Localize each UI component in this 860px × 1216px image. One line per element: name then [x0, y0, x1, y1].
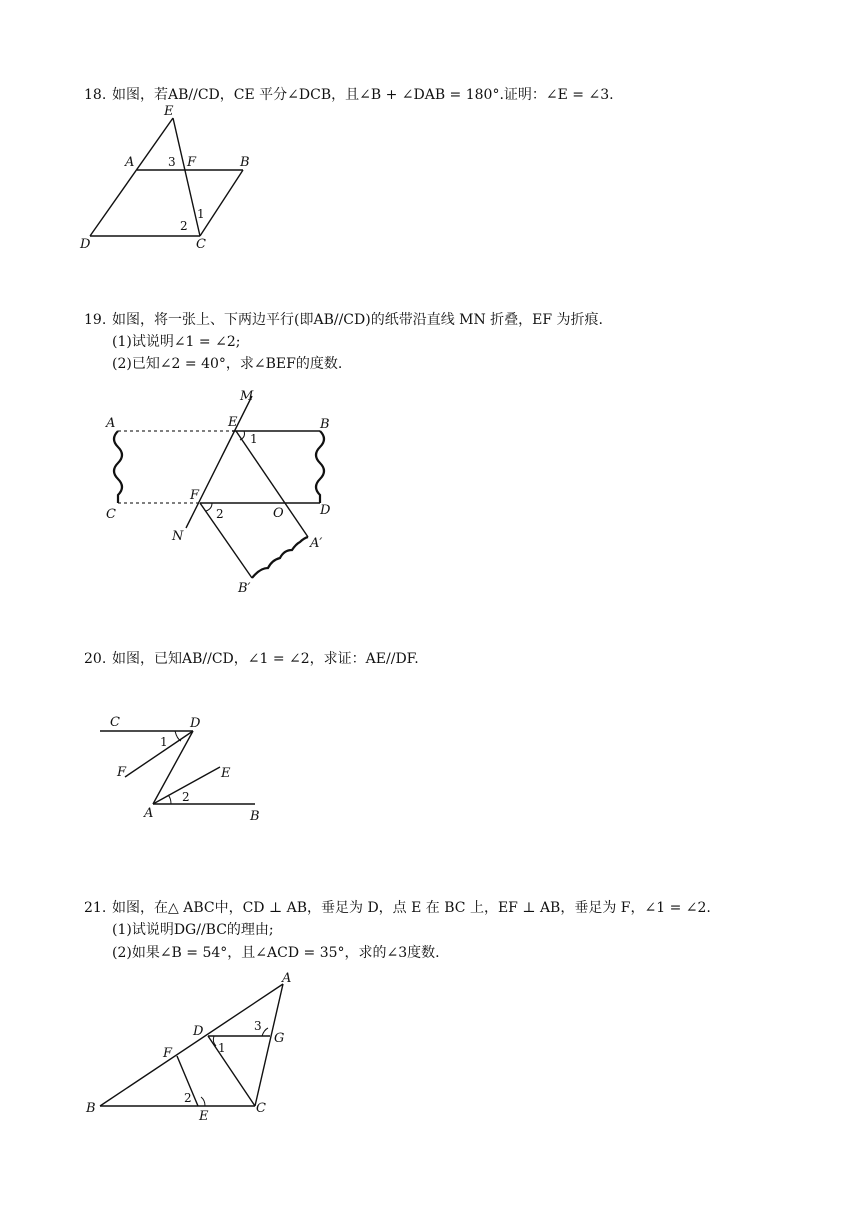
label-angle-2: 2: [184, 1091, 192, 1105]
label-angle-1: 1: [197, 207, 205, 221]
label-C: C: [256, 1101, 266, 1116]
label-A: A: [106, 416, 116, 431]
label-angle-1: 1: [160, 735, 168, 749]
label-angle-3: 3: [254, 1019, 262, 1033]
question-number: 19.: [84, 312, 107, 328]
question-number: 20.: [84, 651, 107, 667]
label-O: O: [273, 506, 284, 521]
label-angle-2: 2: [180, 219, 188, 233]
label-B: B: [240, 155, 250, 170]
label-B: B: [250, 809, 260, 824]
label-F: F: [187, 155, 197, 170]
label-angle-3: 3: [168, 155, 176, 169]
label-A: A: [144, 806, 154, 821]
label-angle-2: 2: [182, 790, 190, 804]
label-E: E: [164, 104, 174, 119]
label-E: E: [199, 1109, 209, 1124]
label-N: N: [172, 529, 184, 544]
label-C: C: [106, 507, 116, 522]
label-E: E: [228, 415, 238, 430]
label-C: C: [196, 237, 206, 252]
label-F: F: [163, 1046, 173, 1061]
label-E: E: [221, 766, 231, 781]
question-text: 如图，在△ ABC中，CD ⊥ AB，垂足为 D，点 E 在 BC 上，EF ⊥ AB，垂足为 F，∠1 = ∠2.: [112, 900, 711, 916]
question-number: 18.: [84, 87, 107, 103]
question-text: 如图，已知AB//CD，∠1 = ∠2，求证：AE//DF.: [112, 651, 419, 667]
label-F: F: [117, 765, 127, 780]
label-A-prime: A′: [310, 536, 323, 551]
question-19-part-2: (2)已知∠2 = 40°，求∠BEF的度数.: [112, 356, 343, 372]
label-A: A: [125, 155, 135, 170]
label-angle-2: 2: [216, 507, 224, 521]
label-A: A: [282, 971, 292, 986]
question-text: 如图，将一张上、下两边平行(即AB//CD)的纸带沿直线 MN 折叠，EF 为折痕.: [112, 312, 604, 328]
question-number: 21.: [84, 900, 107, 916]
label-F: F: [190, 488, 200, 503]
label-M: M: [240, 389, 254, 404]
question-19-part-1: (1)试说明∠1 = ∠2;: [112, 334, 241, 350]
label-C: C: [110, 715, 120, 730]
question-21-part-2: (2)如果∠B = 54°，且∠ACD = 35°，求的∠3度数.: [112, 945, 440, 961]
label-D: D: [80, 237, 91, 252]
label-B: B: [86, 1101, 96, 1116]
label-D: D: [320, 503, 331, 518]
label-D: D: [190, 716, 201, 731]
question-text: 如图，若AB//CD，CE 平分∠DCB，且∠B + ∠DAB = 180°.证明：∠E = ∠3.: [112, 87, 614, 103]
question-21-part-1: (1)试说明DG//BC的理由;: [112, 922, 274, 938]
label-B-prime: B′: [238, 581, 251, 596]
label-angle-1: 1: [250, 432, 258, 446]
label-D: D: [193, 1024, 204, 1039]
label-B: B: [320, 417, 330, 432]
label-G: G: [274, 1031, 285, 1046]
label-angle-1: 1: [218, 1041, 226, 1055]
